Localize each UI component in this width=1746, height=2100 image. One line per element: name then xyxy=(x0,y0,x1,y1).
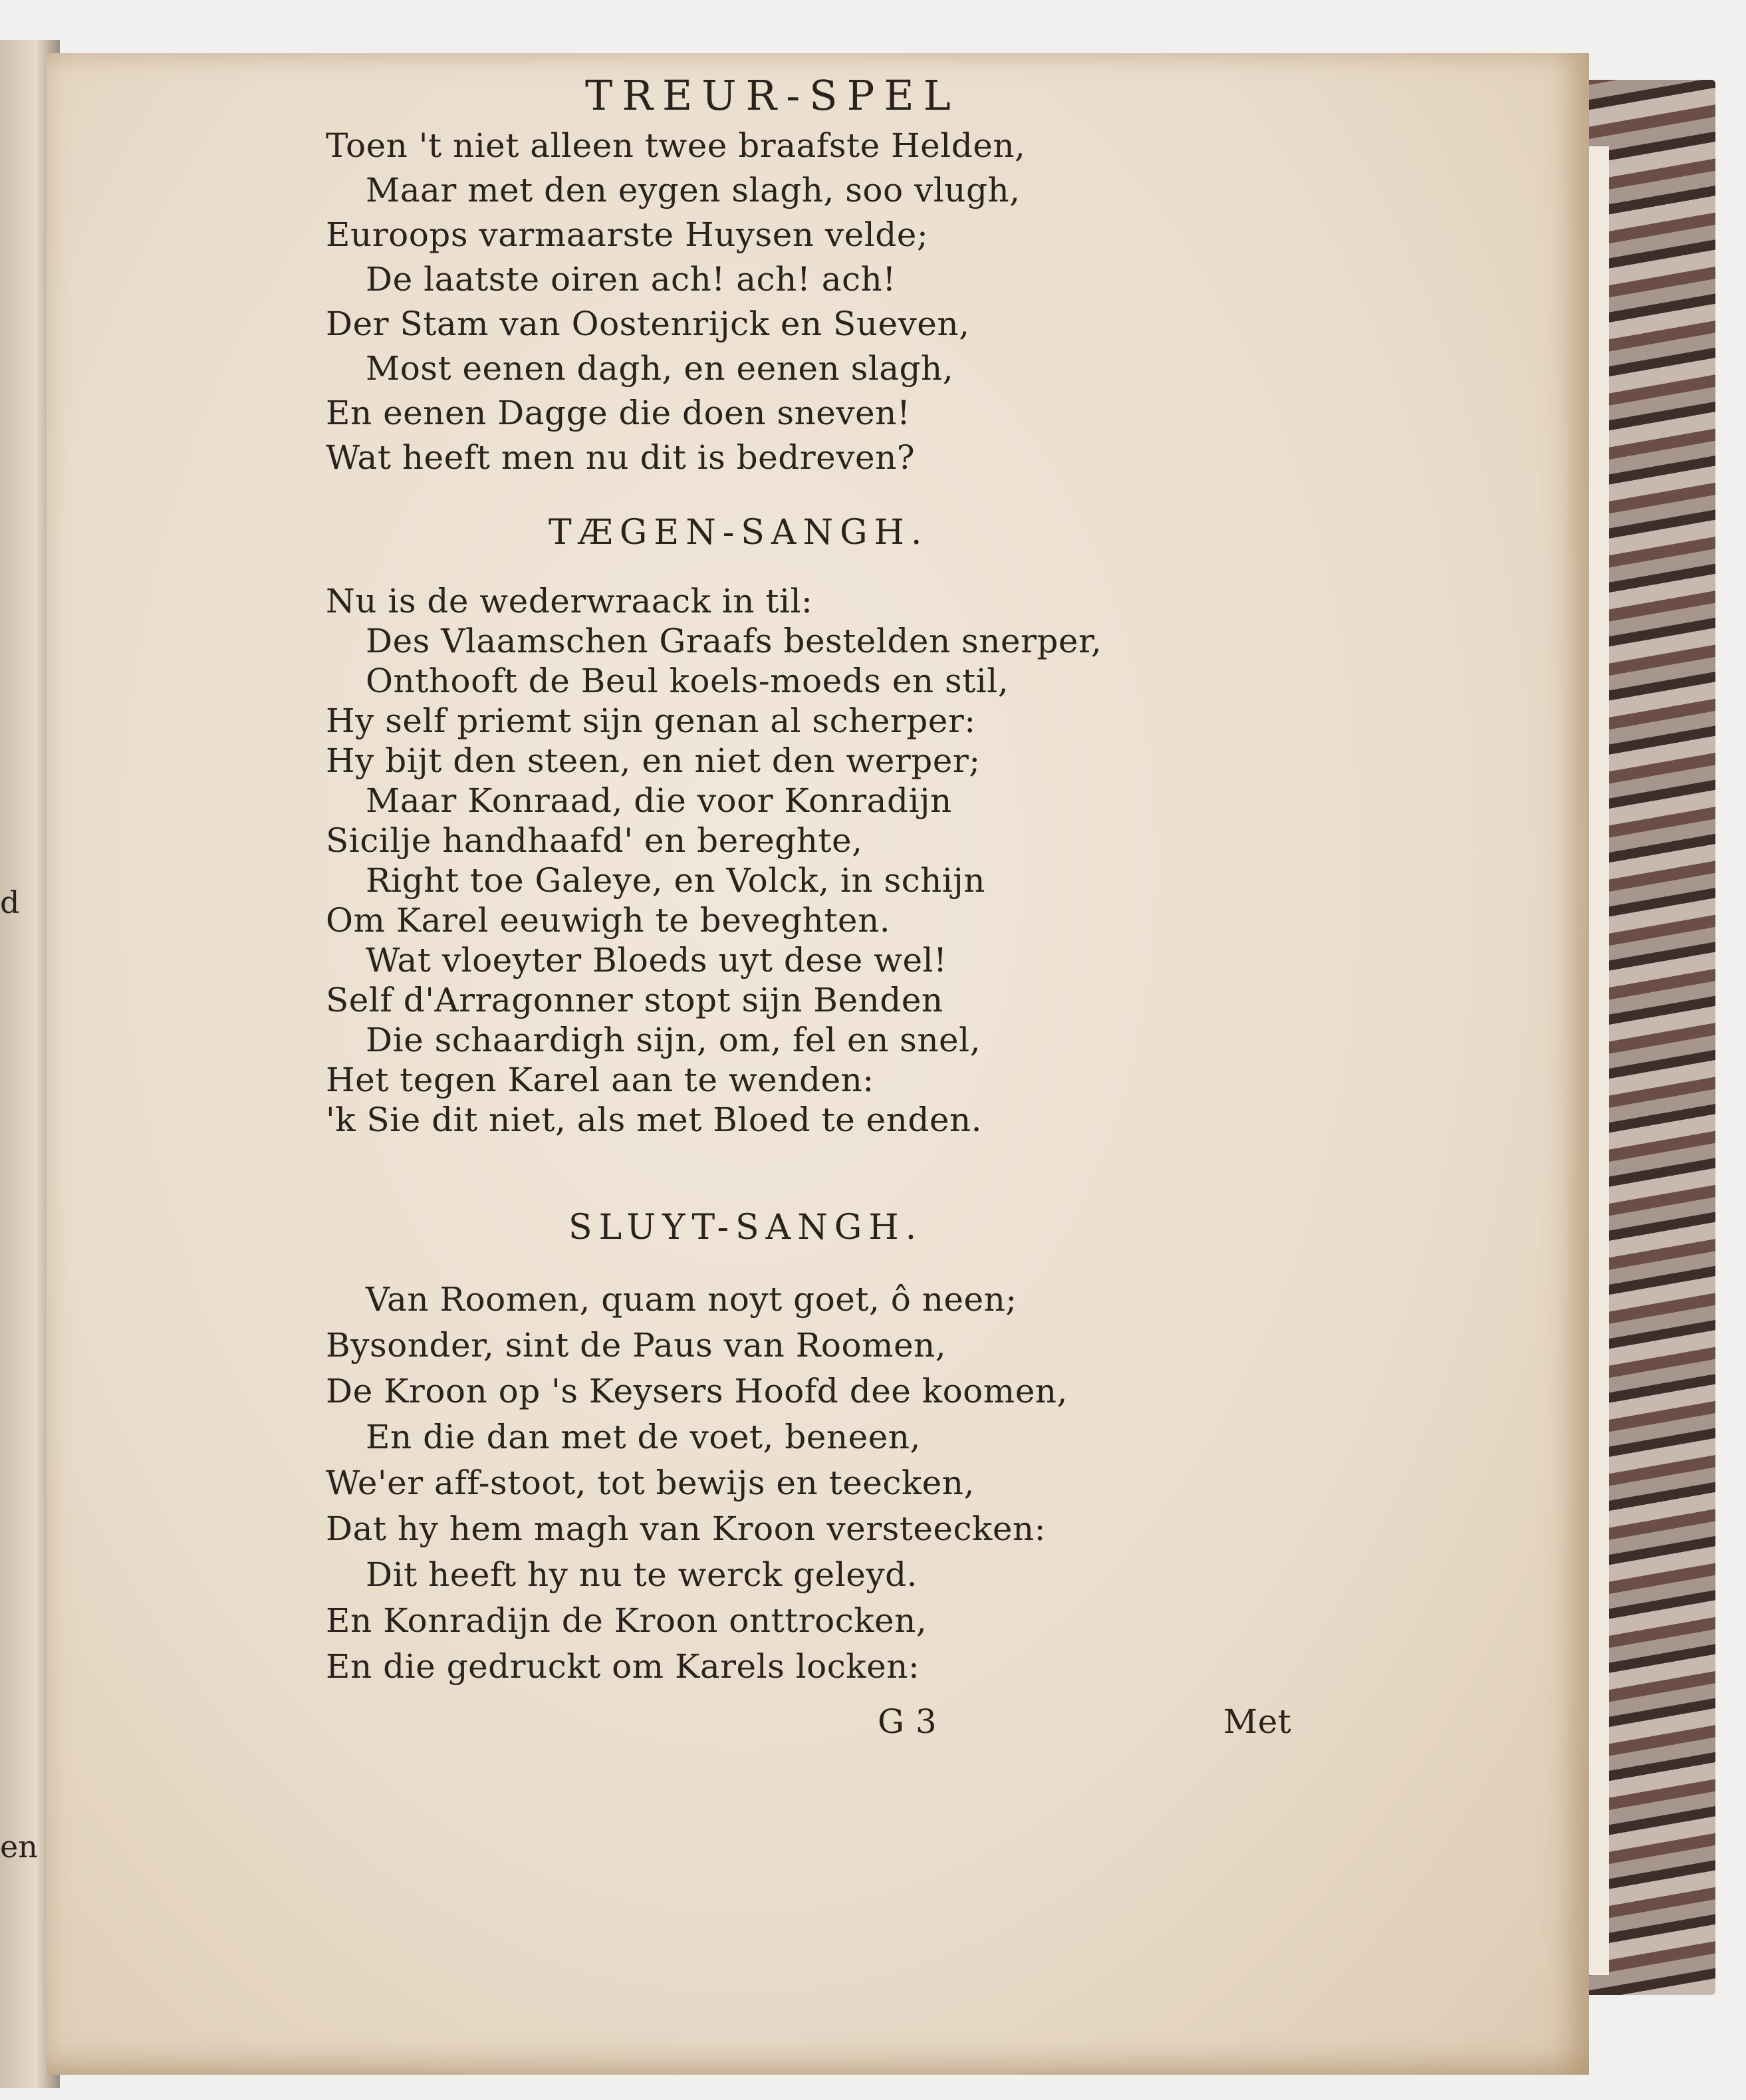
verse-line: En die gedruckt om Karels locken: xyxy=(326,1647,920,1686)
verse-line: Der Stam van Oostenrijck en Sueven, xyxy=(326,305,970,343)
verse-line: Nu is de wederwraack in til: xyxy=(326,582,813,620)
heading-sluyt-sangh: SLUYT-SANGH. xyxy=(568,1208,924,1247)
facing-page-fragment: en xyxy=(0,1829,38,1865)
verse-line: Dat hy hem magh van Kroon versteecken: xyxy=(326,1509,1046,1548)
facing-page-fragment: d xyxy=(0,884,20,920)
verse-line: En eenen Dagge die doen sneven! xyxy=(326,394,911,432)
verse-line: 'k Sie dit niet, als met Bloed te enden. xyxy=(326,1101,983,1139)
verse-line: Maar met den eygen slagh, soo vlugh, xyxy=(366,171,1021,209)
verse-line: Het tegen Karel aan te wenden: xyxy=(326,1061,874,1099)
verse-line: Euroops varmaarste Huysen velde; xyxy=(326,215,929,254)
verse-line: De laatste oiren ach! ach! ach! xyxy=(366,260,896,299)
verse-line: Dit heeft hy nu te werck geleyd. xyxy=(366,1555,918,1594)
catchword: Met xyxy=(1223,1702,1292,1741)
verse-line: De Kroon op 's Keysers Hoofd dee koomen, xyxy=(326,1372,1068,1410)
running-head: TREUR-SPEL xyxy=(585,71,960,120)
verse-line: Wat vloeyter Bloeds uyt dese wel! xyxy=(366,941,947,980)
verse-line: Right toe Galeye, en Volck, in schijn xyxy=(366,861,986,900)
verse-line: Toen 't niet alleen twee braafste Helden, xyxy=(326,126,1026,165)
verse-line: En die dan met de voet, beneen, xyxy=(366,1418,921,1456)
verse-line: Hy self priemt sijn genan al scherper: xyxy=(326,702,976,740)
verse-line: Sicilje handhaafd' en bereghte, xyxy=(326,821,863,860)
verse-line: Maar Konraad, die voor Konradijn xyxy=(366,781,952,820)
verse-line: Die schaardigh sijn, om, fel en snel, xyxy=(366,1021,981,1059)
verse-line: Des Vlaamschen Graafs bestelden snerper, xyxy=(366,622,1102,660)
verse-line: Self d'Arragonner stopt sijn Benden xyxy=(326,981,943,1019)
verse-line: Wat heeft men nu dit is bedreven? xyxy=(326,438,916,477)
verse-line: Bysonder, sint de Paus van Roomen, xyxy=(326,1326,947,1365)
verse-line: Most eenen dagh, en eenen slagh, xyxy=(366,349,954,388)
verse-line: En Konradijn de Kroon onttrocken, xyxy=(326,1601,928,1640)
heading-tegen-sangh: TÆGEN-SANGH. xyxy=(549,513,929,553)
verse-line: We'er aff-stoot, tot bewijs en teecken, xyxy=(326,1464,975,1502)
verse-line: Om Karel eeuwigh te beveghten. xyxy=(326,901,891,940)
verse-line: Van Roomen, quam noyt goet, ô neen; xyxy=(366,1280,1017,1319)
signature-mark: G 3 xyxy=(878,1702,937,1741)
verse-line: Onthooft de Beul koels-moeds en stil, xyxy=(366,662,1009,700)
verse-line: Hy bijt den steen, en niet den werper; xyxy=(326,741,981,780)
